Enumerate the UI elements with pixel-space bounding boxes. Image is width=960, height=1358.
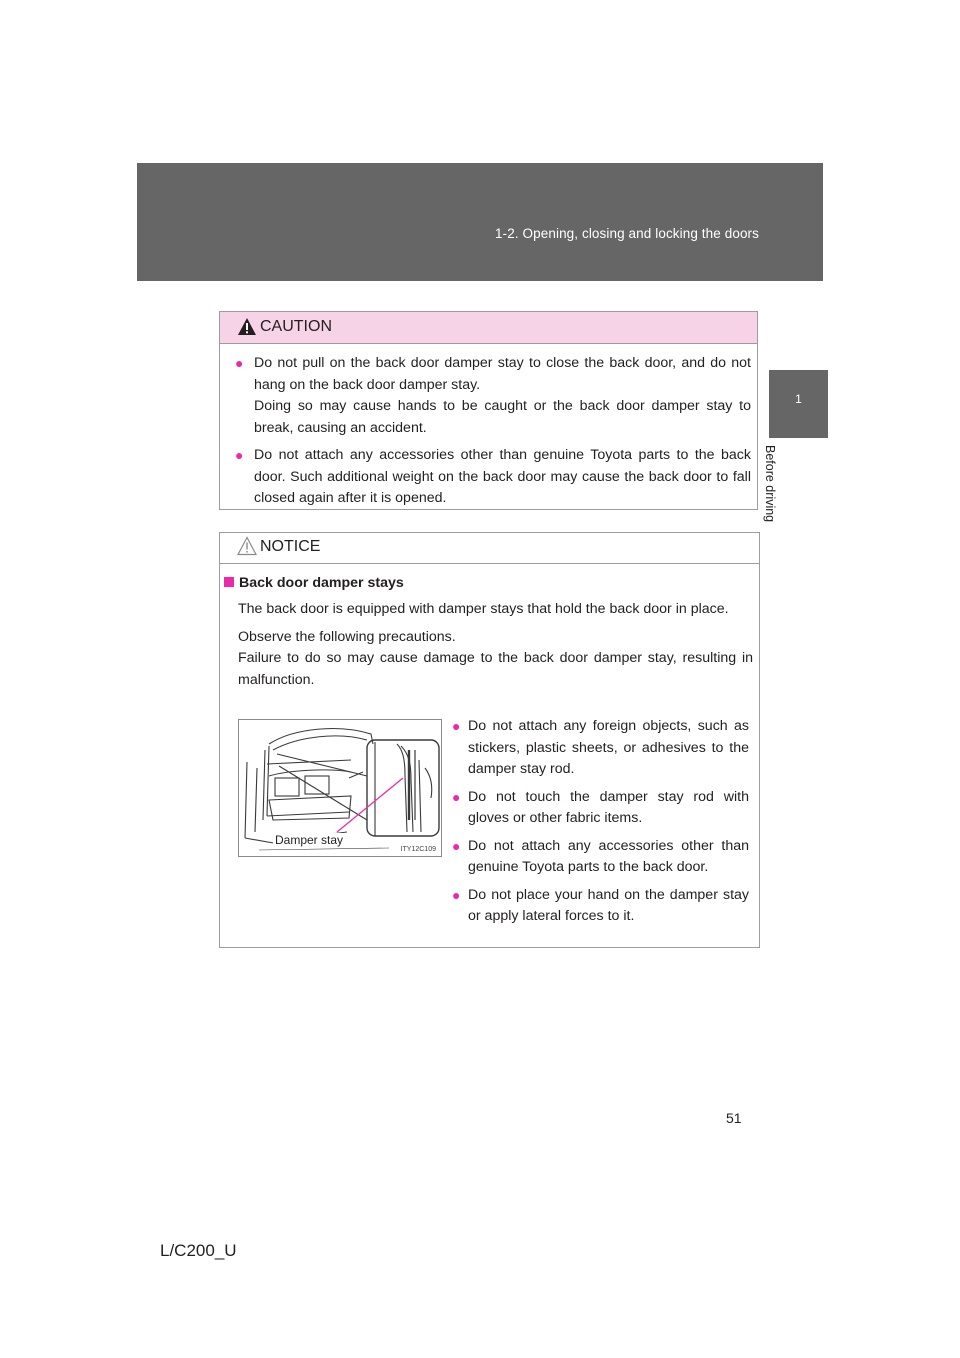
notice-section-title: [224, 575, 404, 591]
notice-list: [452, 716, 755, 928]
bullet-dot-icon: ●: [235, 355, 244, 371]
notice-item-text: Do not place your hand on the damper stay or apply lateral forces to it.: [468, 886, 749, 924]
notice-item-text: Do not touch the damper stay rod with gloves or other fabric items.: [468, 788, 749, 826]
notice-item: [452, 836, 755, 879]
caution-box: [219, 311, 758, 510]
caution-label: CAUTION: [260, 318, 332, 335]
caution-header: [220, 312, 757, 344]
notice-paragraph: Observe the following precautions.: [238, 628, 456, 645]
notice-item: [452, 787, 755, 830]
warning-triangle-icon: [237, 317, 257, 336]
notice-item-text: Do not attach any accessories other than genuine Toyota parts to the back door.: [468, 837, 749, 875]
chapter-label-wrap: [763, 445, 787, 545]
notice-section-title-text: Back door damper stays: [239, 575, 404, 591]
bullet-dot-icon: ●: [235, 447, 244, 463]
bullet-dot-icon: ●: [452, 837, 461, 854]
caution-item-text: Doing so may cause hands to be caught or the back door damper stay to break, causing an accident.: [254, 398, 751, 436]
caution-item: [220, 353, 757, 439]
chapter-label: Before driving: [763, 445, 777, 523]
damper-stay-illustration: [238, 719, 442, 857]
footer-model-code: L/C200_U: [160, 1241, 237, 1260]
square-bullet-icon: [224, 577, 234, 587]
notice-item-text: Do not attach any foreign objects, such as stickers, plastic sheets, or adhesives to the damper stay rod.: [468, 718, 749, 777]
bullet-dot-icon: ●: [452, 718, 461, 734]
warning-triangle-outline-icon: [237, 536, 257, 556]
page-number: 51: [726, 1110, 742, 1126]
notice-paragraph: Failure to do so may cause damage to the back door damper stay, resulting in malfunction.: [238, 650, 753, 688]
caution-item-text: Do not attach any accessories other than genuine Toyota parts to the back door. Such additional weight on the back door may cause the back door to fall closed again after it is opened.: [254, 447, 751, 506]
notice-item: [452, 716, 755, 781]
bullet-dot-icon: ●: [452, 886, 461, 903]
caution-item-text: Do not pull on the back door damper stay to close the back door, and do not hang on the back door damper stay.: [254, 355, 751, 393]
bullet-dot-icon: ●: [452, 788, 461, 805]
caution-item: [220, 445, 757, 510]
notice-box: [219, 532, 760, 948]
figure-code: ITY12C109: [400, 846, 436, 853]
damper-stay-callout: Damper stay: [275, 833, 344, 847]
notice-label: NOTICE: [260, 538, 321, 555]
header-band: [137, 163, 823, 281]
chapter-tab: [769, 370, 828, 438]
notice-body: [238, 599, 753, 697]
chapter-number: 1: [795, 392, 802, 406]
section-title: 1-2. Opening, closing and locking the doors: [495, 226, 759, 241]
notice-header: [220, 533, 759, 564]
notice-item: [452, 885, 755, 928]
notice-paragraph: The back door is equipped with damper stays that hold the back door in place.: [238, 601, 729, 617]
caution-list: [220, 353, 757, 510]
